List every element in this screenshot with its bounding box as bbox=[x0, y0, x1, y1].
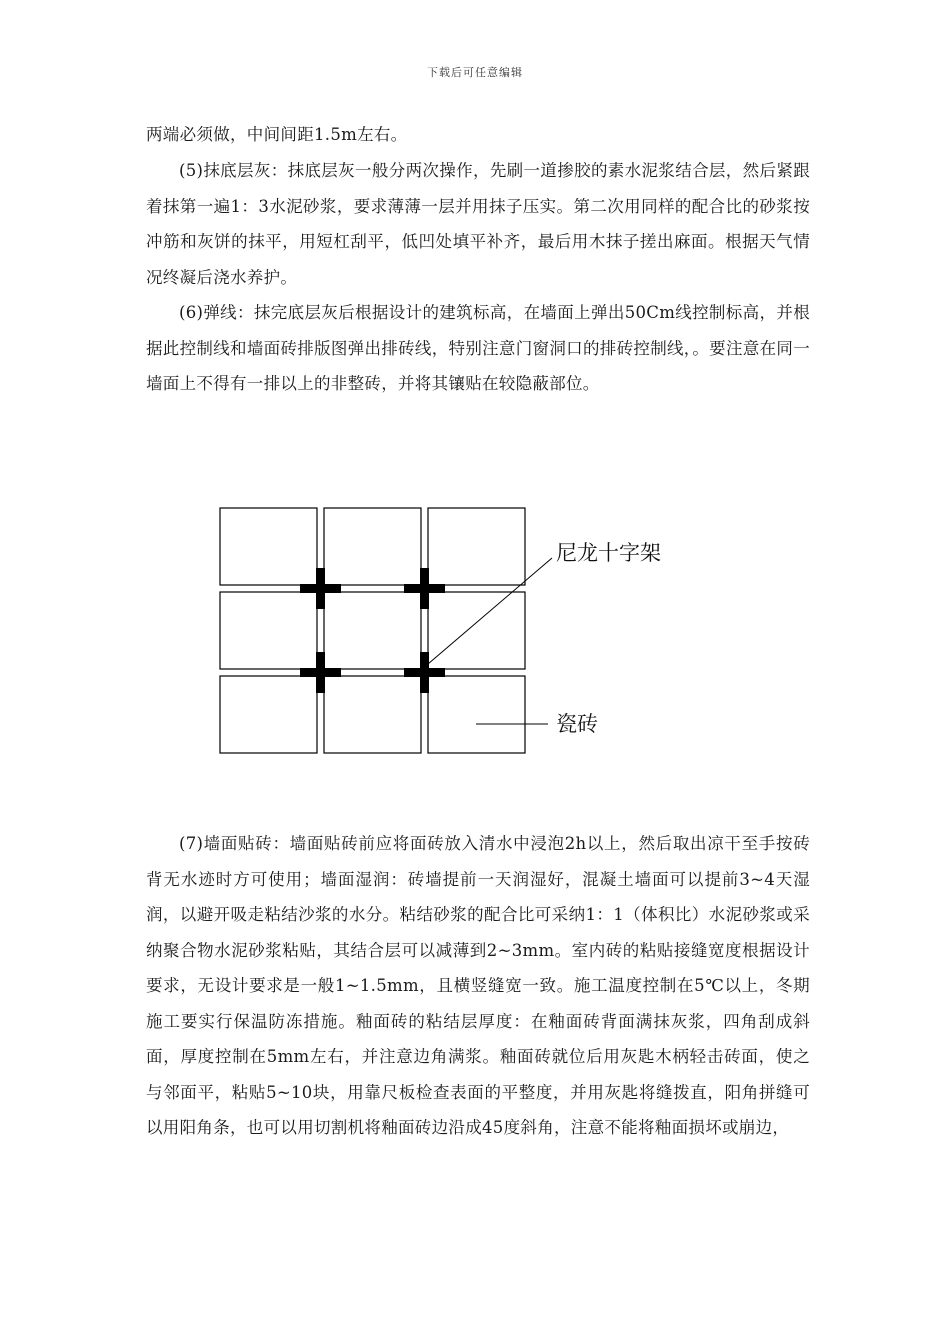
tile-diagram-svg bbox=[200, 488, 720, 768]
tile bbox=[428, 508, 525, 585]
tile-spacer-diagram bbox=[200, 488, 720, 768]
tile bbox=[428, 676, 525, 753]
paragraph-step-5: (5)抹底层灰：抹底层灰一般分两次操作，先刷一道掺胶的素水泥浆结合层，然后紧跟着抹第一遍1：3水泥砂浆，要求薄薄一层并用抹子压实。第二次用同样的配合比的砂浆按冲筋和灰饼的抹平，用短杠刮平，低凹处填平补齐，最后用木抹子搓出麻面。根据天气情况终凝后浇水养护。 bbox=[146, 161, 810, 287]
tile bbox=[220, 592, 317, 669]
tile-label: 瓷砖 bbox=[556, 712, 598, 736]
paragraph-continuation: 两端必须做，中间间距1.5m左右。 bbox=[146, 125, 408, 144]
tile bbox=[324, 676, 421, 753]
paragraph-step-6: (6)弹线：抹完底层灰后根据设计的建筑标高，在墙面上弹出50Cm线控制标高，并根据此控制线和墙面砖排版图弹出排砖线，特别注意门窗洞口的排砖控制线，。要注意在同一墙面上不得有一排以上的非整砖，并将其镶贴在较隐蔽部位。 bbox=[146, 303, 810, 393]
page-header: 下载后可任意编辑 bbox=[427, 66, 523, 79]
spacer-label: 尼龙十字架 bbox=[556, 541, 661, 565]
paragraph-step-7: (7)墙面贴砖：墙面贴砖前应将面砖放入清水中浸泡2h以上，然后取出凉干至手按砖背无水迹时方可使用；墙面湿润：砖墙提前一天润湿好，混凝土墙面可以提前3~4天湿润，以避开吸走粘结沙浆的水分。粘结砂浆的配合比可采纳1：1（体积比）水泥砂浆或采纳聚合物水泥砂浆粘贴，其结合层可以减薄到2~3mm。室内砖的粘贴接缝宽度根据设计要求，无设计要求是一般1~1.5mm，且横竖缝宽一致。施工温度控制在5℃以上，冬期施工要实行保温防冻措施。釉面砖的粘结层厚度：在釉面砖背面满抹灰浆，四角刮成斜面，厚度控制在5mm左右，并注意边角满浆。釉面砖就位后用灰匙木柄轻击砖面，使之与邻面平，粘贴5~10块，用靠尺板检查表面的平整度，并用灰匙将缝拨直，阳角拼缝可以用阳角条，也可以用切割机将釉面砖边沿成45度斜角，注意不能将釉面损坏或崩边， bbox=[146, 834, 810, 1137]
tile bbox=[428, 592, 525, 669]
tile bbox=[324, 508, 421, 585]
tile bbox=[220, 676, 317, 753]
tile bbox=[220, 508, 317, 585]
tile bbox=[324, 592, 421, 669]
